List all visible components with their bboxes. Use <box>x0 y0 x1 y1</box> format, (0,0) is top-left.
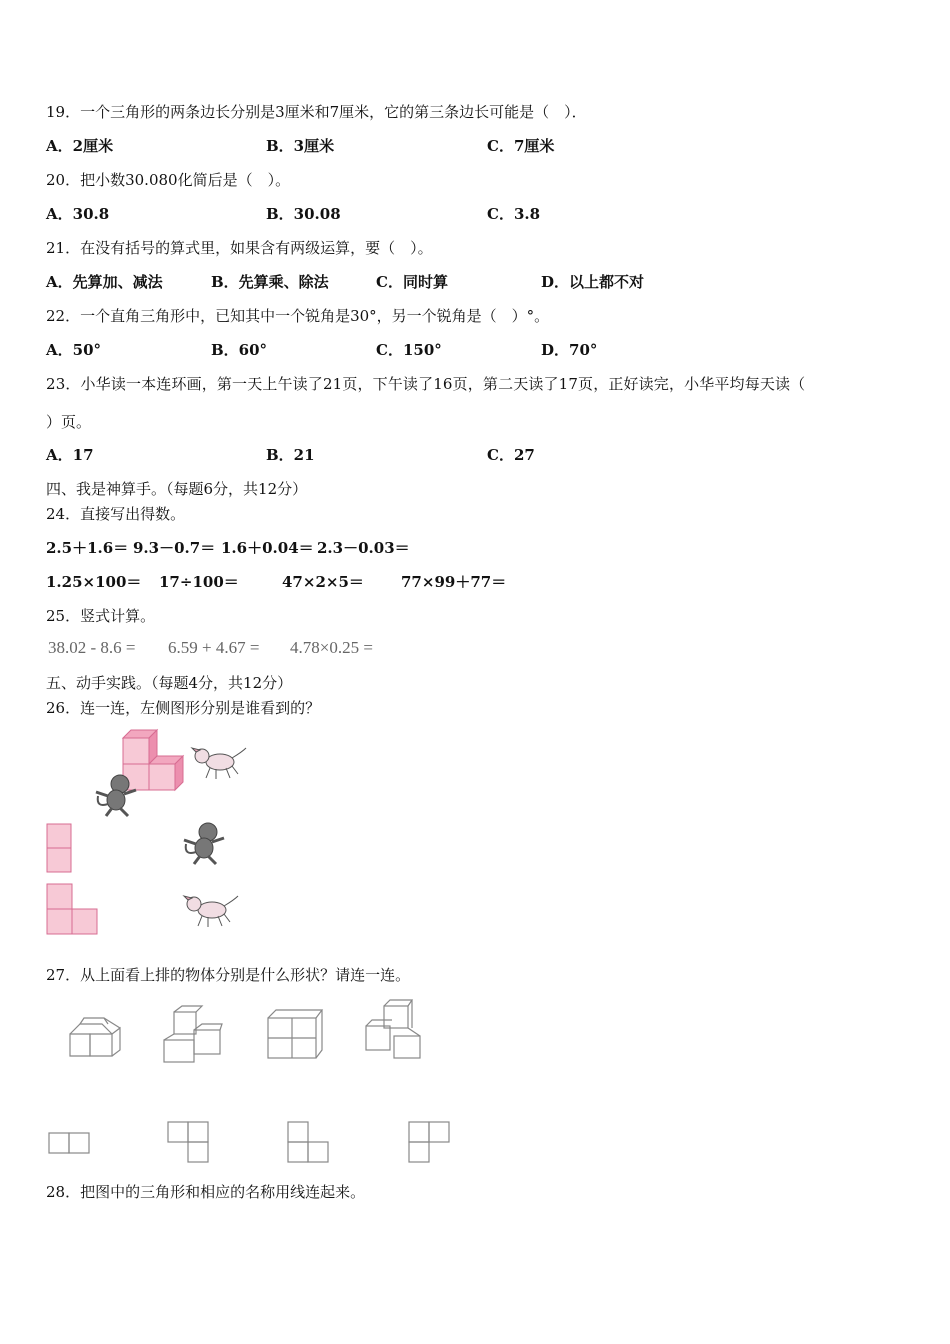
q25-stem: 25．竖式计算。 <box>46 607 156 625</box>
top-view-2 <box>168 1122 208 1162</box>
q21-option-d[interactable]: D．以上都不对 <box>541 273 645 291</box>
q24-item: 1.6＋0.04＝ <box>221 539 314 557</box>
section-4-heading: 四、我是神算手。（每题6分，共12分） <box>46 480 308 498</box>
top-view-3 <box>288 1122 328 1162</box>
q24-item: 77×99＋77＝ <box>401 573 507 591</box>
q25-item: 6.59 + 4.67 = <box>168 638 260 657</box>
q21-option-a[interactable]: A．先算加、减法 <box>46 273 163 291</box>
q23-option-a[interactable]: A．17 <box>46 446 94 464</box>
q22-option-b[interactable]: B．60° <box>211 341 268 359</box>
q20-stem: 20．把小数30.080化简后是（ ）。 <box>46 171 291 189</box>
q22-stem: 22．一个直角三角形中，已知其中一个锐角是30°，另一个锐角是（ ）°。 <box>46 307 550 325</box>
q24-item: 1.25×100＝ <box>46 573 142 591</box>
q20-option-b[interactable]: B．30.08 <box>266 205 341 223</box>
q26-stem: 26．连一连，左侧图形分别是谁看到的？ <box>46 699 321 717</box>
q24-item: 47×2×5＝ <box>282 573 364 591</box>
q24-item: 17÷100＝ <box>159 573 239 591</box>
q24-stem: 24．直接写出得数。 <box>46 505 186 523</box>
q21-option-c[interactable]: C．同时算 <box>376 273 448 291</box>
q25-item: 38.02 - 8.6 = <box>48 638 136 657</box>
cube-group-2 <box>164 1006 222 1062</box>
q21-stem: 21．在没有括号的算式里，如果含有两级运算，要（ ）。 <box>46 239 433 257</box>
cube-group-4 <box>366 1000 420 1058</box>
q20-option-a[interactable]: A．30.8 <box>46 205 110 223</box>
q24-item: 2.5＋1.6＝ <box>46 539 129 557</box>
q23-stem-line2: ）页。 <box>46 413 92 431</box>
cube-group-3 <box>268 1010 322 1058</box>
q19-option-a[interactable]: A．2厘米 <box>46 137 114 155</box>
q23-stem-line1: 23．小华读一本连环画，第一天上午读了21页，下午读了16页，第二天读了17页，正好读完，小华平均每天读（ <box>46 375 806 393</box>
q19-option-b[interactable]: B．3厘米 <box>266 137 335 155</box>
q24-item: 9.3－0.7＝ <box>133 539 216 557</box>
q28-stem: 28．把图中的三角形和相应的名称用线连起来。 <box>46 1183 366 1201</box>
q20-option-c[interactable]: C．3.8 <box>487 205 541 223</box>
q22-option-d[interactable]: D．70° <box>541 341 598 359</box>
q19-stem: 19．一个三角形的两条边长分别是3厘米和7厘米，它的第三条边长可能是（ ）． <box>46 103 587 121</box>
q22-option-a[interactable]: A．50° <box>46 341 102 359</box>
q21-option-b[interactable]: B．先算乘、除法 <box>211 273 329 291</box>
cube-group-1 <box>70 1018 120 1056</box>
q24-item: 2.3－0.03＝ <box>317 539 410 557</box>
q23-option-c[interactable]: C．27 <box>487 446 535 464</box>
q19-option-c[interactable]: C．7厘米 <box>487 137 555 155</box>
q25-item: 4.78×0.25 = <box>290 638 373 657</box>
top-view-4 <box>409 1122 449 1162</box>
q27-stem: 27．从上面看上排的物体分别是什么形状？请连一连。 <box>46 966 411 984</box>
top-view-1 <box>49 1133 89 1153</box>
q23-option-b[interactable]: B．21 <box>266 446 315 464</box>
section-5-heading: 五、动手实践。（每题4分，共12分） <box>46 674 293 692</box>
q22-option-c[interactable]: C．150° <box>376 341 442 359</box>
